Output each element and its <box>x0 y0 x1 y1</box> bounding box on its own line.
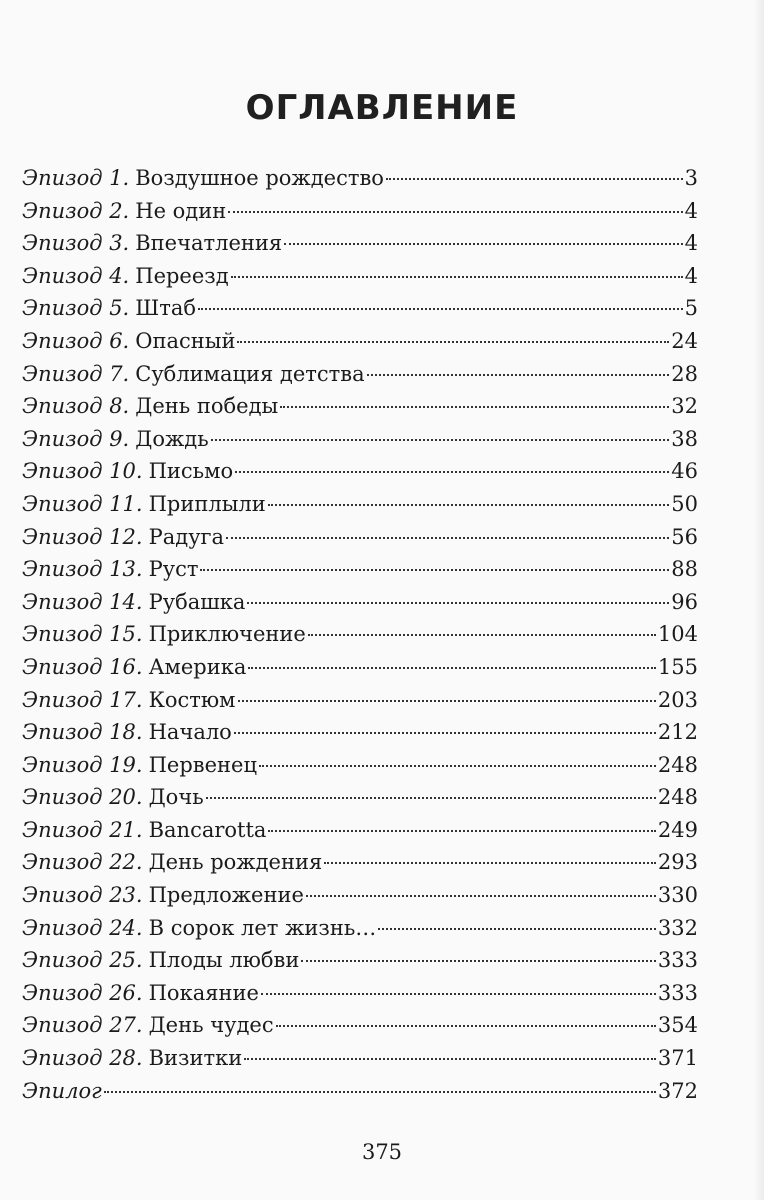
dot-leader <box>247 602 669 604</box>
toc-page-number: 3 <box>684 166 698 190</box>
toc-episode-label: Эпизод 16. <box>22 654 143 679</box>
toc-page-number: 88 <box>671 557 698 582</box>
toc-entry-title: Визитки <box>148 1046 243 1071</box>
toc-episode-label: Эпизод 27. <box>22 1013 143 1038</box>
toc-page-number: 24 <box>671 328 698 353</box>
toc-episode-label: Эпизод 13. <box>22 557 143 582</box>
toc-episode-label: Эпизод 20. <box>22 785 143 810</box>
toc-entry <box>22 162 698 195</box>
toc-page-number: 354 <box>657 1013 698 1038</box>
toc-episode-label: Эпизод 23. <box>22 883 143 908</box>
toc-episode-label: Эпизод 19. <box>22 752 143 777</box>
dot-leader <box>386 178 683 180</box>
dot-leader <box>244 1058 656 1060</box>
dot-leader <box>306 895 656 897</box>
toc-entry <box>22 944 698 977</box>
toc-page-number: 32 <box>671 394 698 419</box>
toc-entry-title: Рубашка <box>148 589 246 614</box>
toc-entry-title: Приключение <box>148 622 306 647</box>
toc-page-number: 46 <box>671 459 698 484</box>
toc-page-number: 249 <box>657 817 698 842</box>
toc-page-number: 4 <box>684 231 698 256</box>
toc-page-number: 56 <box>671 524 698 549</box>
toc-page-number: 50 <box>671 491 698 516</box>
toc-entry-title: Предложение <box>148 883 304 908</box>
toc-entry-title: В сорок лет жизнь… <box>148 915 377 940</box>
dot-leader <box>238 700 656 702</box>
toc-entry <box>22 586 698 619</box>
dot-leader <box>104 1091 656 1093</box>
toc-episode-label: Эпизод 26. <box>22 980 143 1005</box>
dot-leader <box>259 765 656 767</box>
toc-episode-label: Эпизод 4. <box>22 263 130 288</box>
toc-entry-title: День чудес <box>148 1013 274 1038</box>
dot-leader <box>280 406 669 408</box>
toc-entry <box>22 651 698 684</box>
toc-page-number: 248 <box>657 752 698 777</box>
toc-entry-title: Не один <box>135 198 227 223</box>
dot-leader <box>367 374 670 376</box>
dot-leader <box>234 732 656 734</box>
dot-leader <box>301 960 656 962</box>
toc-entry <box>22 1009 698 1042</box>
toc-entry <box>22 618 698 651</box>
toc-page-number: 4 <box>684 263 698 288</box>
dot-leader <box>284 243 682 245</box>
toc-entry-title: Приплыли <box>148 491 266 516</box>
dot-leader <box>324 862 656 864</box>
dot-leader <box>206 797 656 799</box>
toc-entry <box>22 846 698 879</box>
toc-entry <box>22 292 698 325</box>
toc-episode-label: Эпизод 6. <box>22 328 130 353</box>
page-number: 375 <box>361 1140 403 1164</box>
dot-leader <box>261 993 656 995</box>
toc-entry <box>22 553 698 586</box>
toc-episode-label: Эпизод 10. <box>22 459 143 484</box>
toc-entry-title: Дочь <box>148 785 204 810</box>
toc-episode-label: Эпизод 18. <box>22 720 143 745</box>
toc-entry-title: Радуга <box>148 524 225 549</box>
toc-entry <box>22 684 698 717</box>
dot-leader <box>268 830 655 832</box>
toc-entry <box>22 716 698 749</box>
toc-page-number: 5 <box>684 296 698 321</box>
toc-episode-label: Эпизод 21. <box>22 817 143 842</box>
toc-entry-title: День рождения <box>148 850 323 875</box>
page-title: ОГЛАВЛЕНИЕ <box>245 88 519 128</box>
toc-entry-title: Руст <box>148 557 199 582</box>
toc-episode-label: Эпизод 7. <box>22 361 130 386</box>
toc-episode-label: Эпизод 12. <box>22 524 143 549</box>
toc-episode-label: Эпизод 25. <box>22 948 143 973</box>
toc-entry <box>22 260 698 293</box>
dot-leader <box>211 439 670 441</box>
toc-page-number: 212 <box>657 720 698 745</box>
dot-leader <box>308 634 656 636</box>
toc-episode-label: Эпизод 22. <box>22 850 143 875</box>
toc-entry <box>22 749 698 782</box>
toc-page-number: 96 <box>671 589 698 614</box>
toc-entry-title: Bancarotta <box>148 817 267 842</box>
toc-episode-label: Эпизод 15. <box>22 622 143 647</box>
toc-episode-label: Эпизод 5. <box>22 296 130 321</box>
toc-entry <box>22 227 698 260</box>
toc-episode-label: Эпизод 24. <box>22 915 143 940</box>
toc-entry <box>22 423 698 456</box>
toc-entry-title: Сублимация детства <box>135 361 365 386</box>
toc-entry <box>22 325 698 358</box>
dot-leader <box>228 211 682 213</box>
toc-entry-title: Америка <box>148 654 247 679</box>
toc-episode-label: Эпизод 14. <box>22 589 143 614</box>
toc-entry-title: Первенец <box>148 752 257 777</box>
toc-entry <box>22 1042 698 1075</box>
toc-episode-label: Эпизод 11. <box>22 491 143 516</box>
dot-leader <box>378 928 656 930</box>
toc-entry-title: Штаб <box>135 296 196 321</box>
toc-page-number: 333 <box>657 948 698 973</box>
toc-episode-label: Эпизод 17. <box>22 687 143 712</box>
toc-entry-title: Начало <box>148 720 232 745</box>
toc-entry <box>22 358 698 391</box>
toc-episode-label: Эпизод 1. <box>22 166 130 190</box>
toc-page-number: 371 <box>657 1046 698 1071</box>
toc-page-number: 332 <box>657 915 698 940</box>
toc-episode-label: Эпилог <box>22 1078 102 1103</box>
toc-entry <box>22 195 698 228</box>
toc-page-number: 38 <box>671 426 698 451</box>
toc-page-number: 372 <box>657 1078 698 1103</box>
toc-episode-label: Эпизод 9. <box>22 426 130 451</box>
dot-leader <box>198 308 683 310</box>
dot-leader <box>248 667 656 669</box>
toc-entry <box>22 977 698 1010</box>
toc-page-number: 248 <box>657 785 698 810</box>
toc-entry <box>22 781 698 814</box>
toc-page-number: 333 <box>657 980 698 1005</box>
toc-entry-title: Впечатления <box>135 231 283 256</box>
toc-entry <box>22 455 698 488</box>
toc-entry <box>22 879 698 912</box>
toc-entry <box>22 1075 698 1108</box>
toc-page-number: 155 <box>657 654 698 679</box>
toc-page-number: 104 <box>657 622 698 647</box>
toc-episode-label: Эпизод 3. <box>22 231 130 256</box>
toc-episode-label: Эпизод 8. <box>22 394 130 419</box>
toc-entry-title: Дождь <box>135 426 209 451</box>
toc-entry-title: Покаяние <box>148 980 259 1005</box>
toc-entry-title: Воздушное рождество <box>135 166 384 190</box>
toc-episode-label: Эпизод 2. <box>22 198 130 223</box>
toc-entry <box>22 814 698 847</box>
toc-page-number: 28 <box>671 361 698 386</box>
dot-leader <box>231 276 683 278</box>
toc-entry <box>22 390 698 423</box>
dot-leader <box>237 341 669 343</box>
toc-entry <box>22 488 698 521</box>
toc-episode-label: Эпизод 28. <box>22 1046 143 1071</box>
table-of-contents <box>22 162 698 1107</box>
toc-page-number: 293 <box>657 850 698 875</box>
toc-entry <box>22 521 698 554</box>
toc-entry-title: Костюм <box>148 687 236 712</box>
toc-page-number: 203 <box>657 687 698 712</box>
page-edge-shadow <box>754 0 764 1200</box>
toc-entry-title: Опасный <box>135 328 236 353</box>
dot-leader <box>235 471 669 473</box>
toc-entry-title: Переезд <box>135 263 229 288</box>
toc-page-number: 4 <box>684 198 698 223</box>
toc-entry-title: Плоды любви <box>148 948 300 973</box>
dot-leader <box>276 1025 656 1027</box>
dot-leader <box>268 504 670 506</box>
toc-entry-title: День победы <box>135 394 279 419</box>
toc-entry-title: Письмо <box>148 459 234 484</box>
dot-leader <box>226 537 669 539</box>
toc-entry <box>22 912 698 945</box>
dot-leader <box>200 569 669 571</box>
toc-page-number: 330 <box>657 883 698 908</box>
